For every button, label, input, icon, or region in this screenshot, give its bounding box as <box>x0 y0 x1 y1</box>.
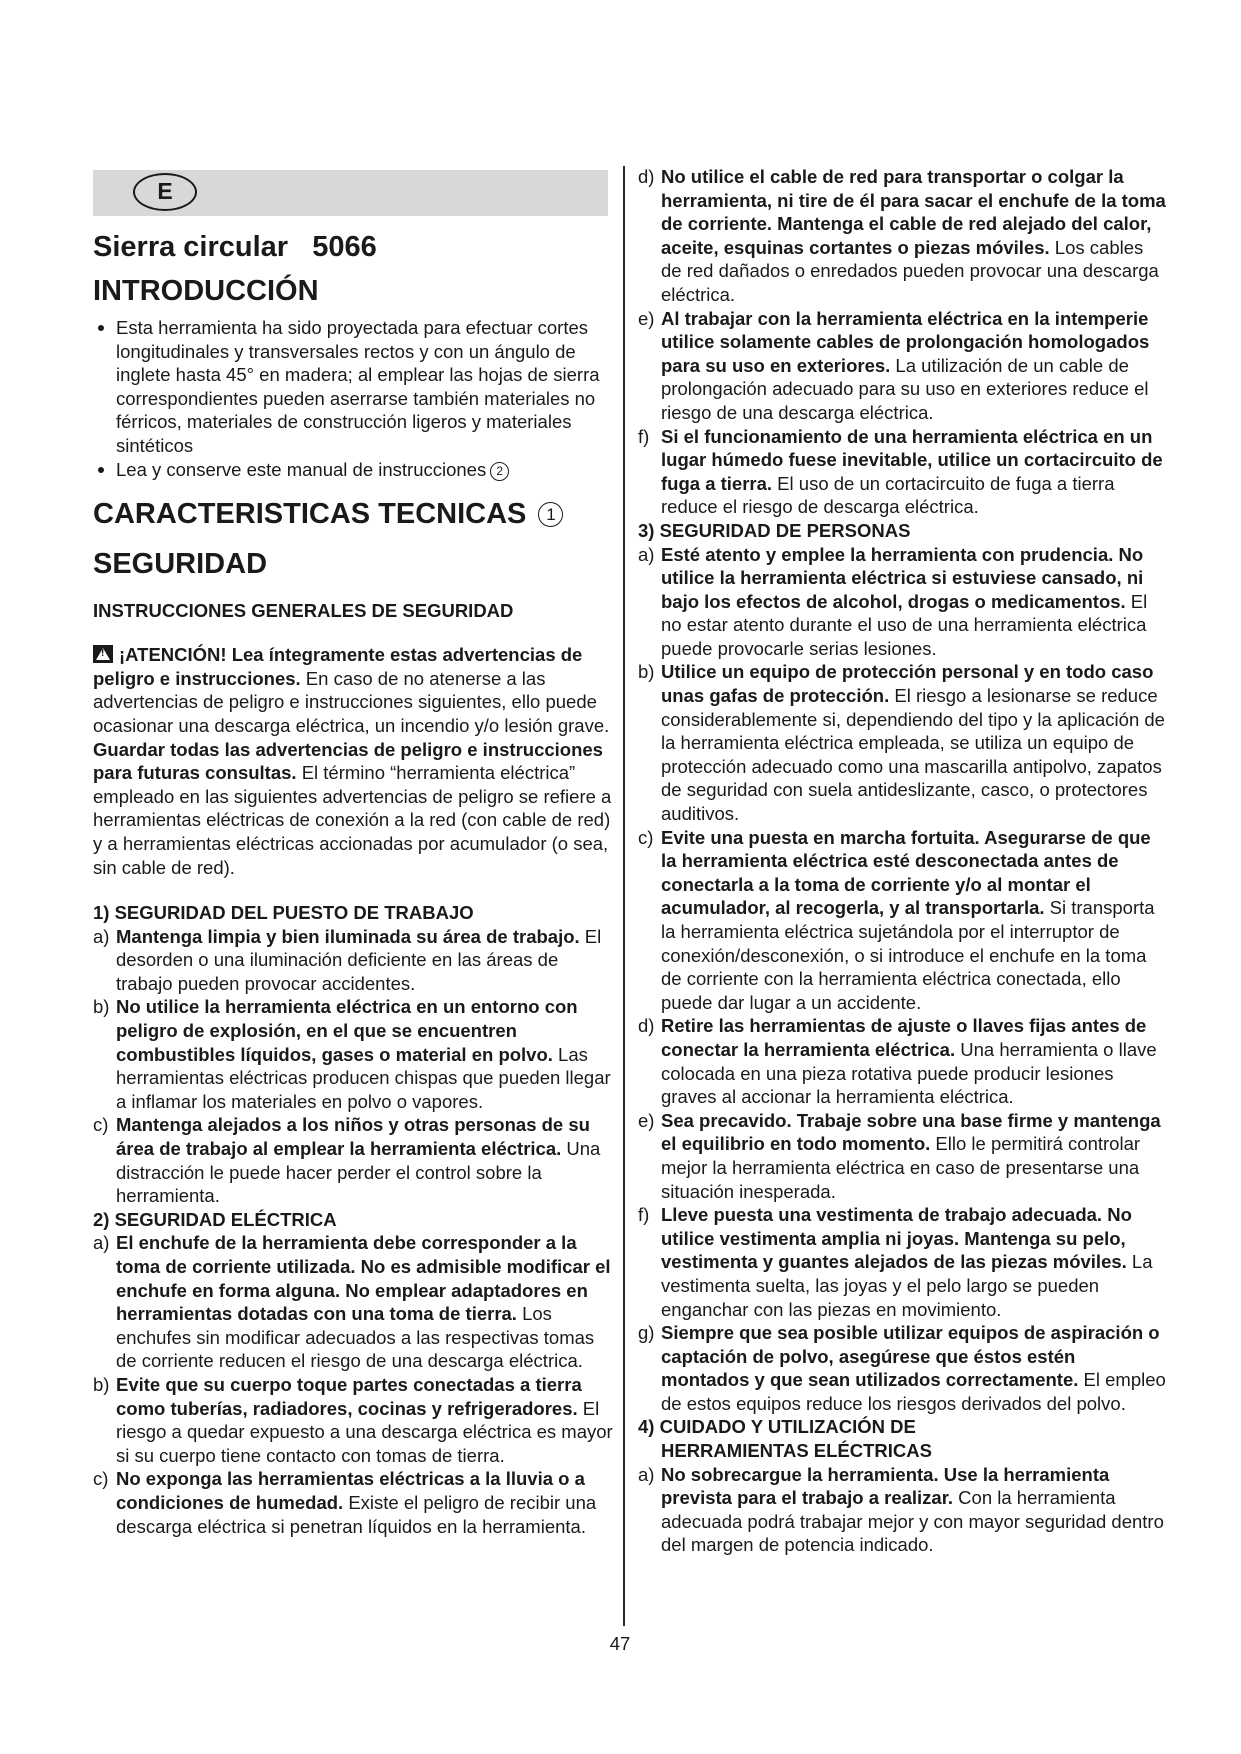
item-bold: El enchufe de la herramienta debe corresponder a la toma de corriente utilizada. No es admisible modificar el enchufe en forma alguna. No emplear adaptadores en herramientas dotadas con una toma de tierra. <box>116 1232 611 1325</box>
item-label: b) <box>638 661 655 683</box>
item-text: Con la herramienta adecuada podrá trabajar mejor y con mayor seguridad dentro del margen de potencia indicado. <box>661 1487 1164 1556</box>
left-column <box>93 230 613 1538</box>
item-text: Una herramienta o llave colocada en una pieza rotativa puede producir lesiones graves al accionar la herramienta eléctrica. <box>661 1038 1157 1108</box>
safety-heading: SEGURIDAD <box>93 548 268 581</box>
list-item <box>638 1321 1168 1415</box>
list-item <box>638 1463 1168 1557</box>
item-text: Existe el peligro de recibir una descarga eléctrica si penetran líquidos en la herramienta. <box>116 1491 597 1537</box>
item-label: d) <box>638 166 655 187</box>
item-label: a) <box>638 1463 655 1485</box>
item-label: e) <box>638 307 655 329</box>
item-label: f) <box>638 1204 650 1226</box>
item-label: g) <box>638 1322 655 1344</box>
section-title-tool-care: 4) CUIDADO Y UTILIZACIÓN DE <box>638 1416 916 1438</box>
warning-text-2: El término “herramienta eléctrica” empleado en las siguientes advertencias de peligro se refiere a herramientas eléctricas de conexión a la red (con cable de red) y a herramientas eléctricas accionadas por acumulador (o sea, sin cable de red). <box>93 762 612 878</box>
tech-ref-circled: 1 <box>538 502 563 527</box>
tech-heading-text: CARACTERISTICAS TECNICAS <box>93 498 527 531</box>
warning-text-1: En caso de no atenerse a las advertencias de peligro e instrucciones siguientes, ello puede ocasionar una descarga eléctrica, un incendio y/o lesión grave. <box>93 667 610 736</box>
item-bold: Si el funcionamiento de una herramienta eléctrica en un lugar húmedo fuese inevitable, utilice un cortacircuito de fuga a tierra. <box>661 425 1163 494</box>
warning-paragraph <box>93 643 613 879</box>
language-badge: E <box>133 173 197 211</box>
page-title: Sierra circular 5066 <box>93 231 377 263</box>
item-label: b) <box>93 1373 110 1395</box>
item-bold: No utilice el cable de red para transportar o colgar la herramienta, ni tire de él para sacar el enchufe de la toma de corriente. Mantenga el cable de red alejado del calor, aceite, esquinas cortantes o piezas móviles. <box>661 166 1166 258</box>
item-bold: Mantenga limpia y bien iluminada su área de trabajo. <box>116 925 580 947</box>
item-bold: Evite una puesta en marcha fortuita. Asegurarse de que la herramienta eléctrica esté desconectada antes de conectarla a la toma de corriente y/o al montar el acumulador, al recogerla, y al transportarla. <box>661 826 1151 919</box>
list-item <box>638 543 1168 661</box>
item-text: Una distracción le puede hacer perder el control sobre la herramienta. <box>116 1138 601 1207</box>
item-text: La vestimenta suelta, las joyas y el pelo largo se pueden enganchar con las piezas en movimiento. <box>661 1251 1153 1320</box>
list-item <box>93 1231 613 1373</box>
intro-list <box>93 316 613 481</box>
intro-heading: INTRODUCCIÓN <box>93 275 319 307</box>
item-bold: Mantenga alejados a los niños y otras personas de su área de trabajo al emplear la herramienta eléctrica. <box>116 1114 590 1160</box>
item-bold: Esté atento y emplee la herramienta con prudencia. No utilice la herramienta eléctrica si estuviese cansado, ni bajo los efectos de alcohol, drogas o medicamentos. <box>661 543 1144 612</box>
list-item <box>93 1373 613 1467</box>
safety-subheading: INSTRUCCIONES GENERALES DE SEGURIDAD <box>93 600 514 622</box>
item-bold: Sea precavido. Trabaje sobre una base firme y mantenga el equilibrio en todo momento. <box>661 1109 1161 1155</box>
item-text: Los enchufes sin modificar adecuados a las respectivas tomas de corriente reducen el riesgo de una descarga eléctrica. <box>116 1303 595 1372</box>
item-text: El desorden o una iluminación deficiente en las áreas de trabajo pueden provocar accidentes. <box>116 925 602 994</box>
list-item <box>638 1109 1168 1203</box>
section-title-work-area: 1) SEGURIDAD DEL PUESTO DE TRABAJO <box>93 902 474 924</box>
item-text: El uso de un cortacircuito de fuga a tierra reduce el riesgo de descarga eléctrica. <box>661 472 1115 518</box>
item-label: c) <box>93 1114 109 1136</box>
item-bold: Evite que su cuerpo toque partes conectadas a tierra como tuberías, radiadores, cocinas y refrigeradores. <box>116 1373 582 1419</box>
item-bold: Siempre que sea posible utilizar equipos de aspiración o captación de polvo, asegúrese que éstos estén montados y que sean utilizados correctamente. <box>661 1322 1160 1391</box>
item-label: c) <box>93 1468 109 1490</box>
list-item <box>638 1203 1168 1321</box>
warning-bold-1: ¡ATENCIÓN! Lea íntegramente estas advertencias de peligro e instrucciones. <box>93 644 583 689</box>
item-label: c) <box>638 826 654 848</box>
item-text: Las herramientas eléctricas producen chispas que pueden llegar a inflamar los materiales en polvo o vapores. <box>116 1043 611 1112</box>
item-bold: Utilice un equipo de protección personal y en todo caso unas gafas de protección. <box>661 661 1154 707</box>
intro-bullet: Esta herramienta ha sido proyectada para efectuar cortes longitudinales y transversales rectos y con un ángulo de inglete hasta 45° en madera; al emplear las hojas de sierra correspondientes pueden aserrarse también materiales no férricos, materiales de construcción ligeros y materiales sintéticos <box>93 316 613 458</box>
item-bold: No utilice la herramienta eléctrica en un entorno con peligro de explosión, en el que se encuentren combustibles líquidos, gases o material en polvo. <box>116 996 578 1065</box>
item-text: El empleo de estos equipos reduce los riesgos derivados del polvo. <box>661 1369 1166 1414</box>
section-title-personal: 3) SEGURIDAD DE PERSONAS <box>638 519 911 541</box>
item-label: b) <box>93 996 110 1018</box>
list-item <box>638 425 1168 519</box>
item-label: a) <box>93 1232 110 1254</box>
list-item <box>638 826 1168 1015</box>
list-item <box>638 307 1168 425</box>
right-column <box>638 165 1168 1557</box>
page-number: 47 <box>609 1633 631 1654</box>
item-text: Ello le permitirá controlar mejor la herramienta eléctrica en caso de presentarse una situación inesperada. <box>661 1133 1141 1202</box>
list-item <box>93 1113 613 1207</box>
item-label: d) <box>638 1015 655 1037</box>
item-text: El riesgo a lesionarse se reduce considerablemente si, dependiendo del tipo y la aplicación de la herramienta eléctrica empleada, se utiliza un equipo de protección adecuado como una mascarilla antipolvo, zapatos de seguridad con suela antideslizante, casco, o protectores auditivos. <box>661 685 1165 825</box>
item-label: a) <box>93 925 110 947</box>
column-divider <box>623 166 625 1626</box>
manual-ref-circled: 2 <box>490 462 509 481</box>
tech-heading <box>93 497 613 531</box>
item-bold: No exponga las herramientas eléctricas a la lluvia o a condiciones de humedad. <box>116 1468 585 1513</box>
item-bold: Retire las herramientas de ajuste o llaves fijas antes de conectar la herramienta eléctrica. <box>661 1015 1147 1060</box>
item-bold: Lleve puesta una vestimenta de trabajo adecuada. No utilice vestimenta amplia ni joyas. Mantenga su pelo, vestimenta y guantes alejados de las piezas móviles. <box>661 1204 1132 1273</box>
list-item <box>638 165 1168 307</box>
list-item <box>93 925 613 996</box>
item-text: El no estar atento durante el uso de una herramienta eléctrica puede provocarle serias lesiones. <box>661 590 1148 659</box>
warning-bold-2: Guardar todas las advertencias de peligro e instrucciones para futuras consultas. <box>93 738 603 784</box>
item-bold: No sobrecargue la herramienta. Use la herramienta prevista para el trabajo a realizar. <box>661 1463 1110 1509</box>
language-header-bar <box>93 170 608 216</box>
item-text: La utilización de un cable de prolongación adecuado para su uso en exteriores reduce el riesgo de una descarga eléctrica. <box>661 354 1149 423</box>
warning-triangle-icon <box>93 645 113 663</box>
item-text: El riesgo a quedar expuesto a una descarga eléctrica es mayor si su cuerpo tiene contacto con tomas de tierra. <box>116 1397 613 1466</box>
item-label: f) <box>638 425 650 447</box>
item-bold: Al trabajar con la herramienta eléctrica en la intemperie utilice solamente cables de prolongación homologados para su uso en exteriores. <box>661 307 1150 376</box>
section-title-tool-care-line2: HERRAMIENTAS ELÉCTRICAS <box>661 1440 932 1462</box>
item-label: e) <box>638 1109 655 1131</box>
item-label: a) <box>638 543 655 565</box>
list-item <box>638 660 1168 825</box>
item-text: Los cables de red dañados o enredados pueden provocar una descarga eléctrica. <box>661 236 1159 305</box>
intro-bullet-text: Lea y conserve este manual de instrucciones <box>116 458 487 480</box>
item-text: Si transporta la herramienta eléctrica sujetándola por el interruptor de conexión/desconexión, o si introduce el enchufe en la toma de corriente con la herramienta eléctrica conectada, ello puede dar lugar a un accidente. <box>661 897 1155 1013</box>
list-item <box>638 1014 1168 1108</box>
intro-bullet <box>93 458 613 482</box>
section-title-electrical: 2) SEGURIDAD ELÉCTRICA <box>93 1208 337 1230</box>
list-item <box>93 995 613 1113</box>
list-item <box>93 1467 613 1538</box>
